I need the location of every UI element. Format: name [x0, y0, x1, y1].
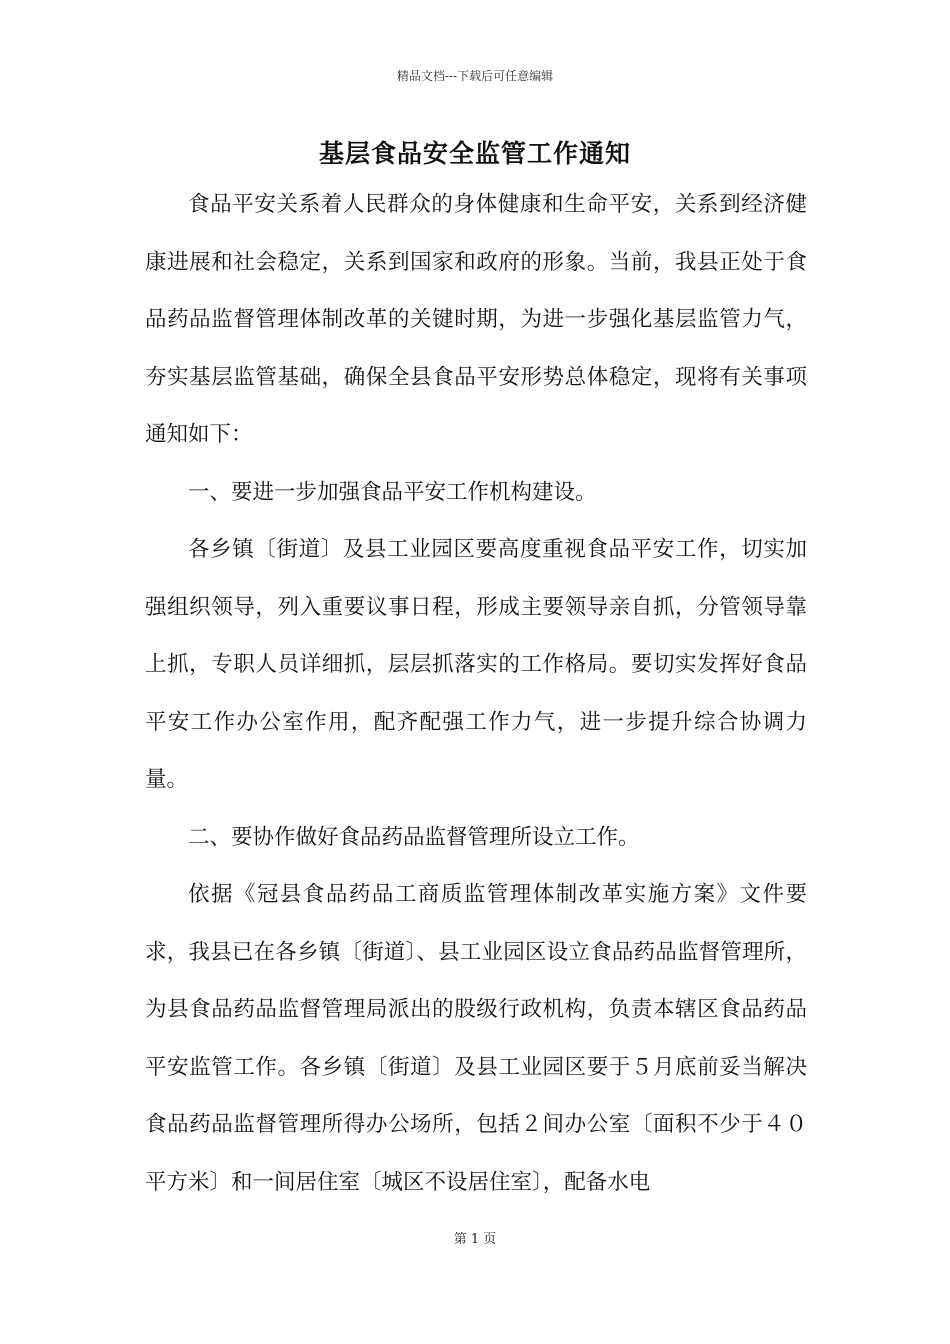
- paragraph-section-2: 依据《冠县食品药品工商质监管理体制改革实施方案》文件要求，我县已在各乡镇〔街道〕、县工业园区设立食品药品监督管理所，为县食品药品监督管理局派出的股级行政机构，负责本辖区食品药品平安监管工作。各乡镇〔街道〕及县工业园区要于５月底前妥当解决食品药品监督管理所得办公场所，包括２间办公室〔面积不少于４０平方米〕和一间居住室〔城区不设居住室〕，配备水电: [145, 882, 807, 1195]
- section-heading-1: 一、要进一步加强食品平安工作机构建设。: [188, 479, 597, 505]
- paragraph-section-1: 各乡镇〔街道〕及县工业园区要高度重视食品平安工作，切实加强组织领导，列入重要议事日程，形成主要领导亲自抓，分管领导靠上抓，专职人员详细抓，层层抓落实的工作格局。要切实发挥好食品平安工作办公室作用，配齐配强工作力气，进一步提升综合协调力量。: [145, 537, 807, 792]
- document-body: [145, 176, 807, 1211]
- page-header: 精品文档---下载后可任意编辑: [396, 69, 554, 83]
- paragraph-intro: 食品平安关系着人民群众的身体健康和生命平安，关系到经济健康进展和社会稳定，关系到国家和政府的形象。当前，我县正处于食品药品监督管理体制改革的关键时期，为进一步强化基层监管力气，夯实基层监管基础，确保全县食品平安形势总体稳定，现将有关事项通知如下：: [145, 192, 807, 447]
- page-number: 第 1 页: [453, 1232, 497, 1247]
- section-heading-2: 二、要协作做好食品药品监督管理所设立工作。: [188, 824, 640, 850]
- document-title: 基层食品安全监管工作通知: [318, 139, 631, 168]
